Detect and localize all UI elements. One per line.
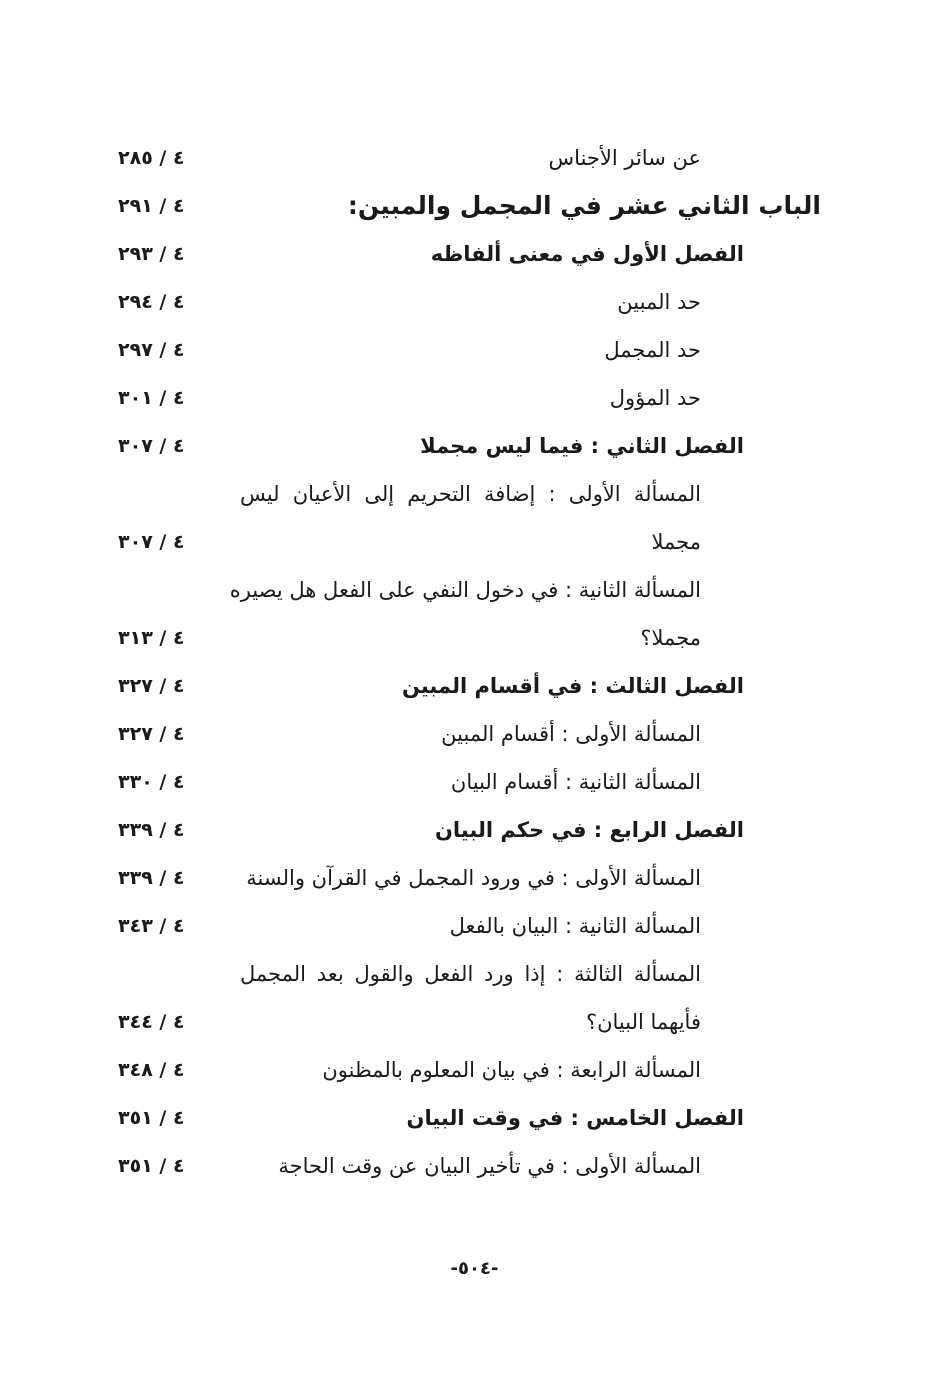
toc-entry-title: فأيهما البيان؟	[585, 1010, 701, 1034]
toc-entry	[0, 134, 949, 182]
toc-entry	[0, 854, 949, 902]
toc-entry-title: المسألة الأولى : إضافة التحريم إلى الأعيان ليس	[240, 482, 701, 506]
toc-entry-page-ref: ٤ / ٢٩٧	[118, 339, 185, 361]
toc-entry-title: المسألة الأولى : أقسام المبين	[441, 722, 701, 746]
toc-entry-page-ref: ٤ / ٢٨٥	[118, 147, 185, 169]
section-title: الفصل الرابع : في حكم البيان	[434, 818, 744, 842]
toc-entry-page-ref: ٤ / ٣٤٤	[118, 1011, 185, 1033]
toc-entry-title: المسألة الأولى : في تأخير البيان عن وقت الحاجة	[278, 1154, 701, 1178]
toc-entry-title: المسألة الثانية : البيان بالفعل	[449, 914, 701, 938]
toc-entry-title: حد المجمل	[604, 338, 701, 362]
toc-entry-page-ref: ٤ / ٣٥١	[118, 1155, 185, 1177]
toc-entry-section	[0, 806, 949, 854]
toc-entry-page-ref: ٤ / ٣٤٨	[118, 1059, 185, 1081]
toc-entry-page-ref	[118, 470, 218, 518]
section-title: الفصل الثالث : في أقسام المبين	[401, 674, 744, 698]
toc-entry-title: المسألة الثالثة : إذا ورد الفعل والقول بعد المجمل	[240, 962, 701, 986]
toc-entry-page-ref: ٤ / ٢٩٤	[118, 291, 185, 313]
toc-entry-section	[0, 422, 949, 470]
toc-entry-page-ref: ٤ / ٣١٣	[118, 627, 185, 649]
section-title: الفصل الثاني : فيما ليس مجملا	[420, 434, 744, 458]
toc-entry-section	[0, 230, 949, 278]
toc-entry-page-ref: ٤ / ٣٣٠	[118, 771, 185, 793]
toc-entry-section	[0, 1094, 949, 1142]
toc-entry-title: مجملا؟	[640, 626, 701, 650]
toc-entry-page-ref: ٤ / ٣٠٧	[118, 435, 185, 457]
toc-entry-page-ref: ٤ / ٣٠١	[118, 387, 185, 409]
toc-entry-title: المسألة الرابعة : في بيان المعلوم بالمظنون	[322, 1058, 701, 1082]
toc-entry-section	[0, 662, 949, 710]
toc-entry	[0, 326, 949, 374]
toc-entry-title: حد المؤول	[609, 386, 701, 410]
toc-entry	[0, 1046, 949, 1094]
section-title: الفصل الأول في معنى ألفاظه	[430, 242, 744, 266]
toc-entry	[0, 374, 949, 422]
toc-entry-title: عن سائر الأجناس	[548, 146, 701, 170]
toc-entry	[0, 902, 949, 950]
chapter-title: الباب الثاني عشر في المجمل والمبين:	[347, 191, 821, 220]
toc-entry-page-ref: ٤ / ٢٩١	[118, 195, 185, 217]
toc-entry-chapter	[0, 182, 949, 230]
toc-entry	[0, 278, 949, 326]
toc-entry	[0, 950, 949, 998]
toc-entry-page-ref: ٤ / ٣٤٣	[118, 915, 185, 937]
section-title: الفصل الخامس : في وقت البيان	[406, 1106, 744, 1130]
toc-entry	[0, 758, 949, 806]
toc-entry	[0, 710, 949, 758]
toc-entry-page-ref: ٤ / ٣٠٧	[118, 531, 185, 553]
toc-entry	[0, 1142, 949, 1190]
toc-entry-title: المسألة الأولى : في ورود المجمل في القرآن والسنة	[246, 866, 701, 890]
toc-entry-page-ref	[118, 566, 218, 614]
toc-entry	[0, 470, 949, 518]
toc-entry-page-ref: ٤ / ٣٣٩	[118, 819, 185, 841]
toc-entry	[0, 566, 949, 614]
toc-entry-page-ref	[118, 950, 218, 998]
toc-entry-title: مجملا	[651, 530, 701, 554]
toc-entry-title: المسألة الثانية : في دخول النفي على الفعل هل يصيره	[229, 578, 701, 602]
page-number: -٥٠٤-	[450, 1258, 499, 1279]
toc-entry	[0, 614, 949, 662]
toc-entry-page-ref: ٤ / ٣٢٧	[118, 723, 185, 745]
toc-entry-page-ref: ٤ / ٣٣٩	[118, 867, 185, 889]
toc-entry	[0, 998, 949, 1046]
toc-entry-page-ref: ٤ / ٣٥١	[118, 1107, 185, 1129]
toc-entry-title: المسألة الثانية : أقسام البيان	[450, 770, 701, 794]
toc-entry-page-ref: ٤ / ٢٩٣	[118, 243, 185, 265]
toc-entry-title: حد المبين	[617, 290, 701, 314]
toc-entry	[0, 518, 949, 566]
toc-entry-page-ref: ٤ / ٣٢٧	[118, 675, 185, 697]
